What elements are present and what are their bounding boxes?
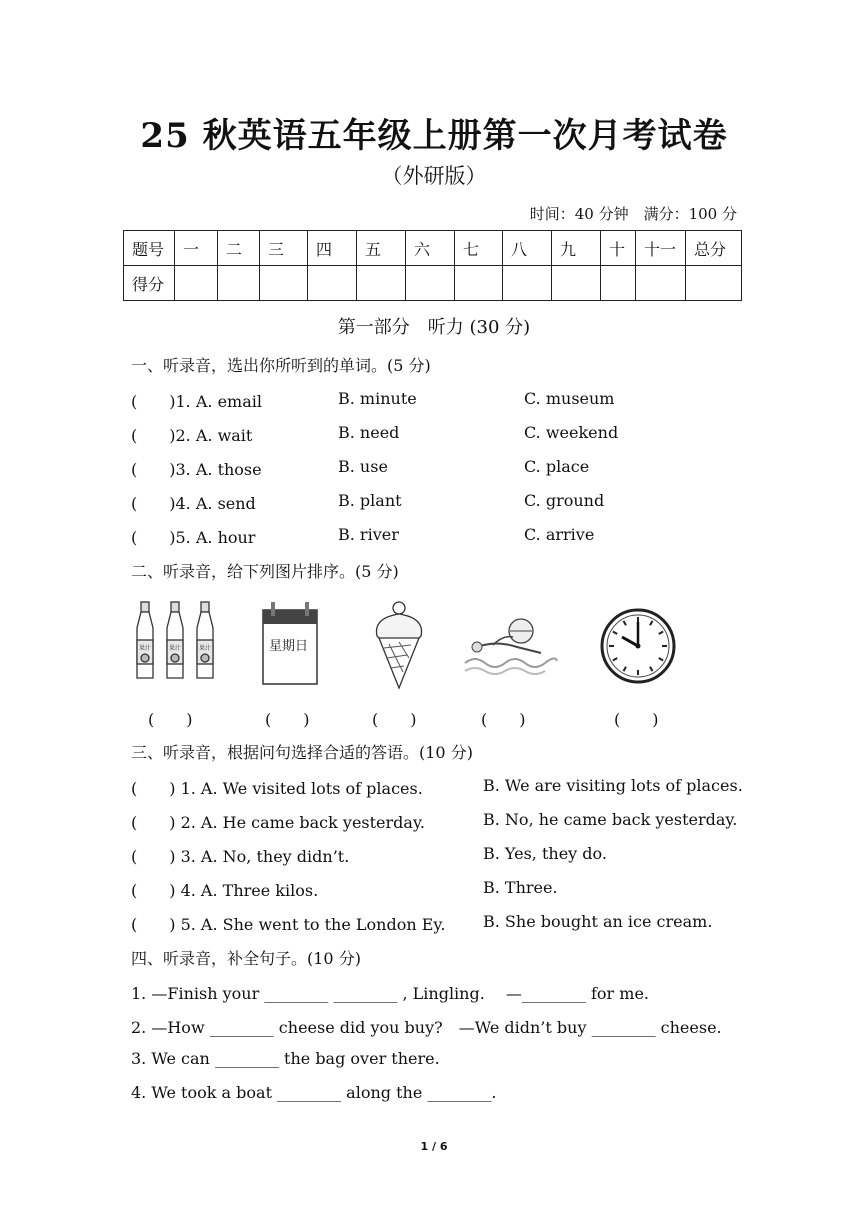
exam-title: 25 秋英语五年级上册第一次月考试卷 (140, 116, 728, 156)
fill-in-sentence: 2. —How ________ cheese did you buy? —We didn’t buy ________ cheese. (131, 1018, 722, 1037)
question-a: ( ) 2. A. He came back yesterday. (131, 813, 425, 832)
question-a: ( )1. A. email (131, 392, 262, 411)
score-header-cell: 五 (357, 231, 406, 266)
section-2-heading: 二、听录音，给下列图片排序。(5 分) (131, 562, 399, 581)
swimming-icon (463, 615, 558, 680)
score-header-cell: 八 (503, 231, 552, 266)
score-header-cell: 三 (260, 231, 308, 266)
part-title: 第一部分 听力 (30 分) (337, 317, 531, 338)
fill-in-sentence: 4. We took a boat ________ along the ________. (131, 1083, 497, 1102)
juice-label: 果汁 (199, 645, 212, 652)
score-cell[interactable] (406, 266, 455, 301)
time-info: 时间：40 分钟 满分：100 分 (529, 205, 737, 223)
question-b: B. need (338, 423, 400, 442)
score-header-cell: 十 (601, 231, 636, 266)
score-table-header-row (124, 231, 742, 266)
juice-label: 果汁 (139, 645, 152, 652)
question-a: ( )3. A. those (131, 460, 262, 479)
exam-subtitle: （外研版） (381, 164, 487, 188)
score-cell[interactable] (503, 266, 552, 301)
score-header-cell: 七 (455, 231, 503, 266)
score-cell[interactable] (601, 266, 636, 301)
score-cell[interactable] (357, 266, 406, 301)
order-blank[interactable]: ( ) (614, 710, 659, 729)
order-blank[interactable]: ( ) (481, 710, 526, 729)
score-cell[interactable] (686, 266, 742, 301)
juice-label: 果汁 (169, 645, 182, 652)
question-a: ( ) 5. A. She went to the London Ey. (131, 915, 446, 934)
score-header-cell: 总分 (686, 231, 742, 266)
score-header-cell: 一 (175, 231, 218, 266)
question-b: B. Yes, they do. (483, 844, 607, 863)
question-b: B. use (338, 457, 388, 476)
score-cell[interactable] (455, 266, 503, 301)
question-b: B. We are visiting lots of places. (483, 776, 743, 795)
question-a: ( )4. A. send (131, 494, 256, 513)
section-1-heading: 一、听录音，选出你所听到的单词。(5 分) (131, 356, 431, 375)
score-cell[interactable] (175, 266, 218, 301)
question-c: C. weekend (524, 423, 619, 442)
question-b: B. minute (338, 389, 417, 408)
question-b: B. She bought an ice cream. (483, 912, 713, 931)
calendar-icon (259, 600, 321, 688)
question-b: B. plant (338, 491, 402, 510)
score-header-cell: 四 (308, 231, 357, 266)
score-cell[interactable] (260, 266, 308, 301)
fill-in-sentence: 1. —Finish your ________ ________ , Lingling. —________ for me. (131, 984, 649, 1003)
question-c: C. ground (524, 491, 605, 510)
calendar-label: 星期日 (269, 639, 309, 654)
section-4-heading: 四、听录音，补全句子。(10 分) (131, 949, 361, 968)
fill-in-sentence: 3. We can ________ the bag over there. (131, 1049, 440, 1068)
question-a: ( ) 1. A. We visited lots of places. (131, 779, 423, 798)
score-header-cell: 题号 (124, 231, 175, 266)
score-table (123, 230, 742, 301)
score-header-cell: 二 (218, 231, 260, 266)
score-header-cell: 六 (406, 231, 455, 266)
question-a: ( )5. A. hour (131, 528, 256, 547)
clock-icon (599, 607, 677, 685)
ice-cream-icon (369, 600, 429, 690)
page-number: 1 / 6 (420, 1140, 448, 1153)
score-cell[interactable] (218, 266, 260, 301)
score-header-cell: 九 (552, 231, 601, 266)
section-3-heading: 三、听录音，根据问句选择合适的答语。(10 分) (131, 743, 473, 762)
order-blank[interactable]: ( ) (148, 710, 193, 729)
question-a: ( ) 3. A. No, they didn’t. (131, 847, 350, 866)
score-table-score-row (124, 266, 742, 301)
question-c: C. museum (524, 389, 615, 408)
question-b: B. Three. (483, 878, 558, 897)
question-b: B. No, he came back yesterday. (483, 810, 738, 829)
question-c: C. arrive (524, 525, 595, 544)
score-header-cell: 十一 (636, 231, 686, 266)
score-cell[interactable] (636, 266, 686, 301)
score-cell[interactable] (308, 266, 357, 301)
question-b: B. river (338, 525, 399, 544)
juice-bottles-icon (131, 598, 221, 686)
question-a: ( )2. A. wait (131, 426, 253, 445)
score-cell[interactable] (552, 266, 601, 301)
score-row-label: 得分 (124, 266, 175, 301)
question-c: C. place (524, 457, 590, 476)
order-blank[interactable]: ( ) (265, 710, 310, 729)
question-a: ( ) 4. A. Three kilos. (131, 881, 319, 900)
order-blank[interactable]: ( ) (372, 710, 417, 729)
